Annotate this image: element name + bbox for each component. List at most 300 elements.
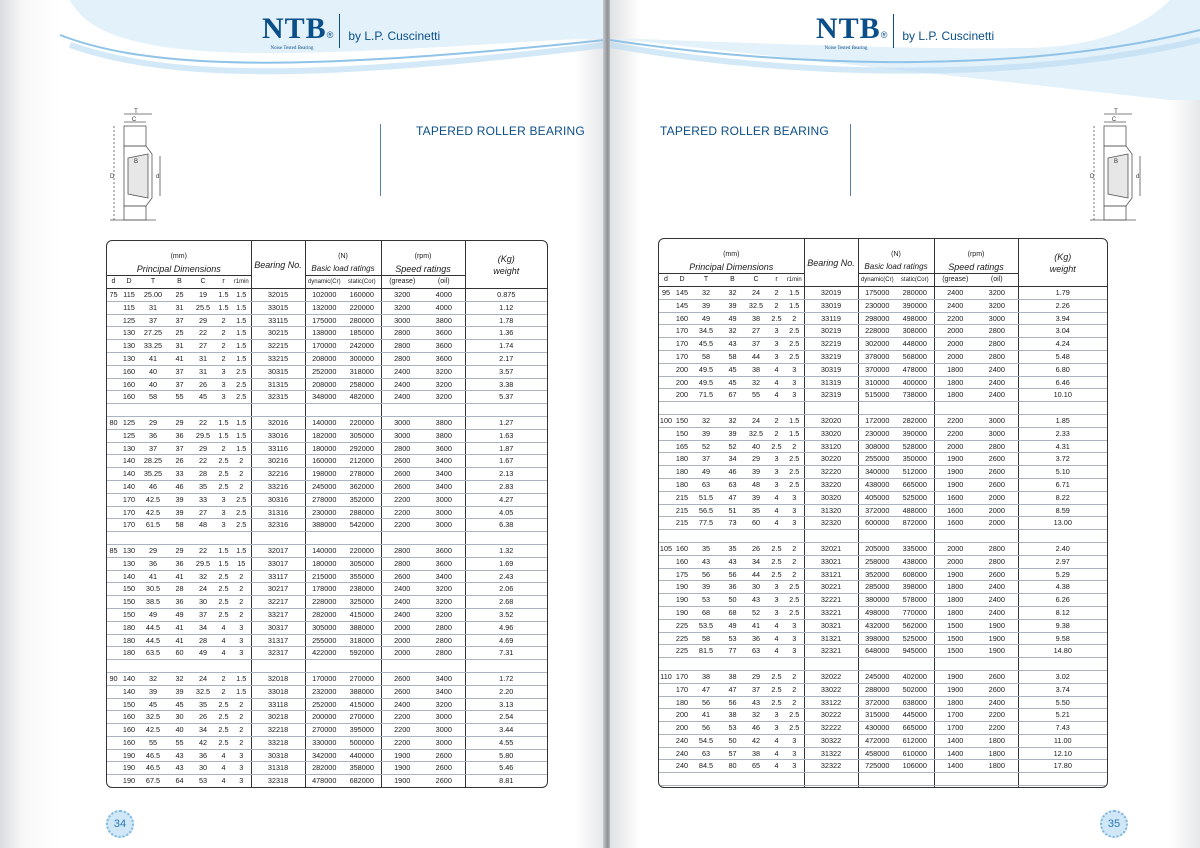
table-cell: 3 [768,606,785,619]
table-cell: 3200 [423,365,465,378]
table-cell: 32322 [804,760,858,773]
table-cell: 4 [768,619,785,632]
table-cell: 340000 [858,466,896,479]
brand-logo [262,12,441,51]
table-row [107,340,547,353]
table-cell: 208000 [305,378,343,391]
table-cell: 140 [120,455,138,468]
table-cell: 2.5 [215,608,232,621]
table-cell: 14.80 [1018,645,1107,658]
table-cell: 41 [168,621,191,634]
table-cell: 2 [768,427,785,440]
table-cell [107,468,120,481]
table-cell: 4 [768,363,785,376]
table-row [659,555,1107,568]
table-cell: 30217 [251,583,305,596]
table-cell: 30221 [804,581,858,594]
table-cell: 1.74 [465,340,547,353]
logo-tagline: Noise Tested Bearing [270,46,314,51]
table-cell: 180 [673,466,691,479]
table-cell: 180 [673,453,691,466]
table-cell: 130 [120,327,138,340]
table-cell [659,555,673,568]
table-cell: 330000 [305,736,343,749]
table-cell: 15 [232,557,251,570]
table-row [659,709,1107,722]
table-cell: 2.43 [465,570,547,583]
table-cell: 2200 [381,711,423,724]
table-cell: 32321 [804,645,858,658]
table-row [659,632,1107,645]
table-cell: 378000 [858,350,896,363]
table-cell: 770000 [896,606,934,619]
table-row [659,338,1107,351]
title-rule [850,124,851,196]
table-cell: 6.26 [1018,594,1107,607]
table-cell: 3.02 [1018,670,1107,683]
table-cell: 31 [168,301,191,314]
table-cell: 4 [768,734,785,747]
table-cell: 68 [721,606,744,619]
table-cell: 35 [191,480,215,493]
table-cell: 37 [168,314,191,327]
table-cell: 30320 [804,491,858,504]
col-T: T [691,274,721,287]
table-cell: 10.10 [1018,389,1107,402]
table-cell [107,762,120,775]
table-cell [659,389,673,402]
table-cell: 1.5 [232,301,251,314]
table-cell: 30 [191,596,215,609]
table-cell: 2000 [976,517,1018,530]
table-cell: 33219 [804,350,858,363]
table-cell [107,365,120,378]
table-cell: 230000 [305,506,343,519]
table-cell: 448000 [896,338,934,351]
table-cell: 2 [232,468,251,481]
table-cell: 415000 [343,698,381,711]
table-cell: 170000 [305,672,343,685]
table-cell: 32 [138,672,168,685]
table-cell: 1400 [934,747,976,760]
table-cell: 130 [120,352,138,365]
table-cell: 3 [215,519,232,532]
table-row [107,762,547,775]
table-cell [659,581,673,594]
table-cell: 3000 [423,506,465,519]
table-cell: 32319 [804,389,858,402]
table-cell: 2.5 [215,583,232,596]
table-cell: 6.46 [1018,376,1107,389]
table-cell: 150 [120,698,138,711]
table-cell [659,722,673,735]
table-cell: 60 [168,647,191,660]
table-row [107,647,547,660]
table-cell: 4 [215,749,232,762]
table-cell [107,314,120,327]
table-cell: 1800 [934,363,976,376]
table-cell: 358000 [343,762,381,775]
table-cell: 40 [138,365,168,378]
table-cell: 2400 [976,594,1018,607]
table-cell: 2600 [423,749,465,762]
table-cell: 2 [232,455,251,468]
table-row [659,350,1107,363]
table-cell: 19 [191,289,215,302]
table-cell: 2.5 [215,455,232,468]
table-cell: 3000 [381,416,423,429]
table-cell: 63 [691,478,721,491]
table-cell: 26 [744,542,768,555]
table-cell: 488000 [896,504,934,517]
table-cell: 2200 [381,506,423,519]
table-cell: 2.5 [215,711,232,724]
group-spacer [107,660,547,673]
table-cell: 33019 [804,299,858,312]
table-cell: 225 [673,619,691,632]
table-cell: 1400 [934,734,976,747]
table-cell: 2 [785,568,804,581]
table-cell: 4 [768,632,785,645]
table-cell: 305000 [305,621,343,634]
table-cell: 2200 [934,312,976,325]
table-cell: 1.32 [465,544,547,557]
table-cell: 200000 [305,711,343,724]
table-cell: 3400 [423,672,465,685]
table-cell: 2400 [381,391,423,404]
table-cell: 29 [744,453,768,466]
table-cell: 37 [168,442,191,455]
table-cell: 362000 [343,480,381,493]
bearing-diagram [100,108,170,228]
table-row [107,416,547,429]
table-cell: 32.5 [744,427,768,440]
table-cell: 39 [721,427,744,440]
table-cell: 2.5 [215,596,232,609]
table-row [659,287,1107,300]
table-cell: 34 [191,724,215,737]
table-cell: 41 [744,619,768,632]
table-row [107,736,547,749]
table-cell [659,517,673,530]
table-cell: 3600 [423,327,465,340]
table-cell: 130 [120,544,138,557]
col-grease: (grease) [934,274,976,287]
table-cell: 2600 [381,672,423,685]
table-cell: 3 [785,760,804,773]
table-cell: 43 [721,555,744,568]
table-cell: 8.22 [1018,491,1107,504]
dimensions-header: (mm) Principal Dimensions [107,241,251,276]
table-cell: 39 [168,506,191,519]
table-cell: 2 [232,608,251,621]
label-D: D [110,174,115,180]
table-cell: 77 [721,645,744,658]
table-cell: 3200 [423,596,465,609]
table-cell: 130 [120,340,138,353]
table-cell: 1900 [934,670,976,683]
table-cell: 32022 [804,670,858,683]
label-D: D [1090,174,1095,180]
table-cell: 3400 [423,455,465,468]
table-cell: 39 [691,299,721,312]
table-cell: 1.5 [215,544,232,557]
table-cell: 2.5 [215,724,232,737]
table-cell: 52 [691,440,721,453]
table-cell: 438000 [858,478,896,491]
label-d-small: d [1136,174,1140,180]
byline: by L.P. Cuscinetti [348,29,441,43]
table-cell: 24 [744,287,768,300]
table-cell: 2 [215,314,232,327]
table-cell: 175000 [858,287,896,300]
table-cell: 53 [691,594,721,607]
table-row [659,696,1107,709]
table-cell: 47 [691,683,721,696]
col-B: B [168,276,191,289]
table-cell: 2 [215,327,232,340]
table-cell: 1.5 [215,557,232,570]
table-cell: 43 [168,749,191,762]
table-cell: 1.5 [232,685,251,698]
table-cell: 245000 [305,480,343,493]
table-cell: 32219 [804,338,858,351]
table-cell: 29 [191,314,215,327]
col-static: static(Cor) [896,274,934,287]
table-cell: 38 [691,670,721,683]
table-row [107,672,547,685]
table-cell: 315000 [858,709,896,722]
table-cell: 55 [138,736,168,749]
table-cell: 1900 [976,632,1018,645]
table-cell: 53.5 [691,619,721,632]
table-cell: 32 [721,414,744,427]
table-cell: 33221 [804,606,858,619]
table-cell: 125 [120,314,138,327]
table-cell: 608000 [896,568,934,581]
table-cell: 28 [191,634,215,647]
table-cell: 3200 [423,698,465,711]
table-cell: 56 [691,568,721,581]
registered-mark: ® [326,30,334,40]
table-cell: 2.97 [1018,555,1107,568]
col-D: D [673,274,691,287]
table-cell: 648000 [858,645,896,658]
table-cell: 52 [721,440,744,453]
table-cell: 44.5 [138,634,168,647]
table-cell: 3 [232,634,251,647]
table-cell: 6.71 [1018,478,1107,491]
table-cell: 46 [721,466,744,479]
table-cell: 2.5 [232,519,251,532]
table-cell: 3 [785,504,804,517]
table-cell: 498000 [858,606,896,619]
table-cell: 4000 [423,289,465,302]
table-cell: 49 [191,647,215,660]
table-cell: 32217 [251,596,305,609]
table-cell: 2.5 [785,606,804,619]
table-cell: 1900 [934,683,976,696]
table-cell: 24 [191,672,215,685]
table-row [107,557,547,570]
table-cell: 41 [168,570,191,583]
table-cell: 180 [120,621,138,634]
table-cell [107,634,120,647]
table-cell: 2000 [934,338,976,351]
table-cell: 32020 [804,414,858,427]
table-cell: 31322 [804,747,858,760]
table-cell [107,711,120,724]
table-cell: 342000 [305,749,343,762]
table-row [107,519,547,532]
table-cell: 240 [673,747,691,760]
table-cell: 150 [120,608,138,621]
table-cell: 502000 [896,683,934,696]
table-row [659,619,1107,632]
table-cell: 37 [191,608,215,621]
table-cell [659,709,673,722]
table-cell [107,608,120,621]
table-cell: 2.5 [785,325,804,338]
table-cell: 31321 [804,632,858,645]
table-cell: 1.5 [232,327,251,340]
table-row [659,363,1107,376]
table-cell: 1.5 [232,289,251,302]
table-cell: 2200 [381,724,423,737]
table-cell: 1500 [934,632,976,645]
table-cell: 200 [673,709,691,722]
table-cell: 232000 [305,685,343,698]
table-cell: 33119 [804,312,858,325]
col-C: C [191,276,215,289]
table-cell: 3 [215,493,232,506]
table-cell: 58 [691,632,721,645]
table-cell: 28 [191,468,215,481]
table-cell: 30318 [251,749,305,762]
table-row [659,299,1107,312]
table-cell: 252000 [305,365,343,378]
table-cell [659,696,673,709]
table-cell: 37 [138,314,168,327]
table-cell: 2800 [976,440,1018,453]
table-cell: 2 [215,442,232,455]
table-cell: 270000 [343,672,381,685]
table-cell: 160000 [343,289,381,302]
table-cell [107,698,120,711]
table-row [107,327,547,340]
table-cell: 215 [673,517,691,530]
table-cell: 32 [721,287,744,300]
col-r: r [215,276,232,289]
table-cell: 28.25 [138,455,168,468]
table-cell: 71.5 [691,389,721,402]
table-cell: 39 [691,427,721,440]
table-cell: 30319 [804,363,858,376]
table-cell: 2.26 [1018,299,1107,312]
table-cell: 190 [673,581,691,594]
table-cell: 3 [785,363,804,376]
table-cell: 170 [120,493,138,506]
table-cell: 725000 [858,760,896,773]
table-cell: 2400 [976,363,1018,376]
bearing-no-header: Bearing No. [251,241,305,289]
table-cell: 3600 [423,340,465,353]
table-cell: 2 [785,683,804,696]
table-cell: 36 [721,581,744,594]
table-cell: 1800 [934,696,976,709]
section-title: TAPERED ROLLER BEARING [660,124,829,138]
bearing-no-header: Bearing No. [804,239,858,287]
table-cell: 44.5 [138,621,168,634]
table-cell: 1400 [934,760,976,773]
table-row [107,685,547,698]
table-cell: 592000 [343,647,381,660]
table-cell: 33117 [251,570,305,583]
table-cell: 1.5 [232,314,251,327]
table-cell: 2 [785,440,804,453]
table-cell: 53 [721,632,744,645]
table-cell: 41 [138,570,168,583]
table-cell: 1500 [934,619,976,632]
table-cell: 2.5 [215,698,232,711]
table-row [107,711,547,724]
table-cell: 3200 [976,299,1018,312]
table-cell: 130 [120,557,138,570]
table-cell: 2 [215,672,232,685]
table-cell: 55 [168,391,191,404]
table-cell: 2800 [976,542,1018,555]
table-cell: 3200 [423,583,465,596]
table-row [107,289,547,302]
table-cell: 32017 [251,544,305,557]
table-cell: 2000 [976,504,1018,517]
table-cell: 30219 [804,325,858,338]
table-cell: 2 [232,736,251,749]
table-cell: 56 [721,568,744,581]
table-cell: 31319 [804,376,858,389]
table-cell: 405000 [858,491,896,504]
table-cell: 32215 [251,340,305,353]
table-cell: 1800 [934,594,976,607]
table-cell: 33218 [251,736,305,749]
table-cell: 438000 [896,555,934,568]
table-cell: 2600 [381,685,423,698]
table-cell: 3 [768,478,785,491]
table-cell: 105 [659,542,673,555]
table-cell: 1.27 [465,416,547,429]
table-cell: 542000 [343,519,381,532]
logo-text: NTB [816,12,881,45]
table-cell: 140 [120,480,138,493]
table-cell: 2200 [381,493,423,506]
table-cell: 33116 [251,442,305,455]
table-cell: 61.5 [138,519,168,532]
table-cell: 53 [191,775,215,788]
table-cell: 33118 [251,698,305,711]
table-cell: 44 [744,350,768,363]
table-cell: 170 [120,506,138,519]
table-cell: 42.5 [138,506,168,519]
col-oil: (oil) [976,274,1018,287]
table-cell [107,596,120,609]
table-cell: 3400 [423,480,465,493]
table-cell: 215 [673,491,691,504]
table-cell: 160 [673,555,691,568]
table-cell: 32216 [251,468,305,481]
table-cell: 1800 [934,376,976,389]
table-cell: 1.63 [465,429,547,442]
table-row [659,312,1107,325]
